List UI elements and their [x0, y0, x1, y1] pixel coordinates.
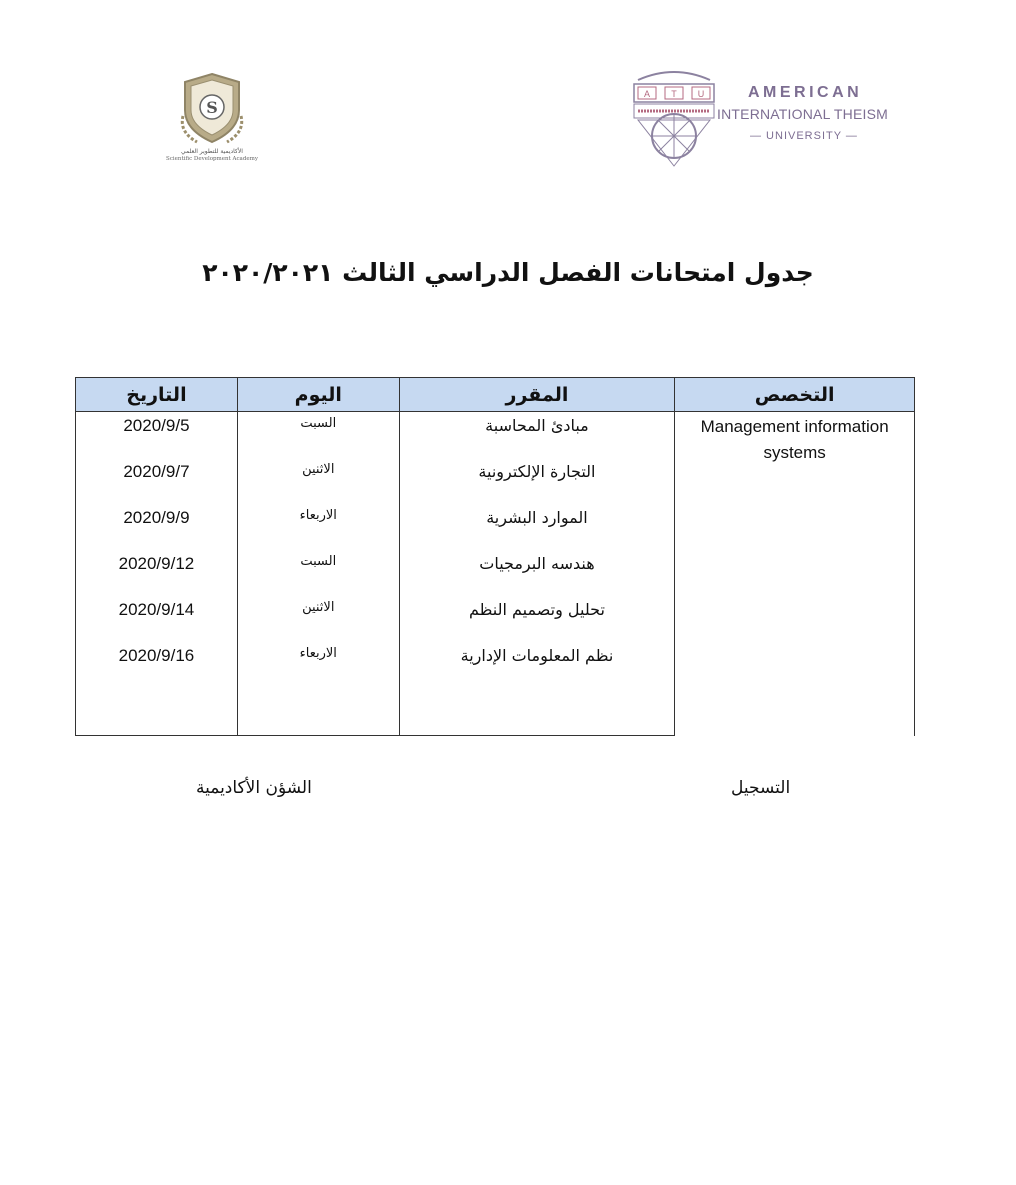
- course-cell-empty: [399, 688, 675, 736]
- university-name-line2: INTERNATIONAL THEISM: [717, 106, 888, 122]
- academic-affairs-signature-label: الشؤن الأكاديمية: [196, 778, 312, 798]
- day-cell: الاربعاء: [237, 642, 399, 688]
- course-cell: التجارة الإلكترونية: [399, 458, 675, 504]
- course-cell: مبادئ المحاسبة: [399, 412, 675, 459]
- header-course: المقرر: [399, 378, 675, 412]
- day-cell: الاثنين: [237, 596, 399, 642]
- svg-text:A: A: [643, 89, 651, 99]
- svg-text:T: T: [671, 89, 677, 99]
- university-name-line3: — UNIVERSITY —: [750, 130, 858, 142]
- date-cell: 2020/9/7: [76, 458, 238, 504]
- svg-text:S: S: [206, 98, 218, 117]
- university-logo: [628, 66, 898, 170]
- course-cell: تحليل وتصميم النظم: [399, 596, 675, 642]
- date-cell: 2020/9/5: [76, 412, 238, 459]
- page-title: جدول امتحانات الفصل الدراسي الثالث ٢٠٢٠/٢٠٢١: [202, 258, 814, 287]
- header-date: التاريخ: [76, 378, 238, 412]
- table-row: [76, 412, 915, 459]
- header-specialization: التخصص: [675, 378, 915, 412]
- svg-text:U: U: [697, 89, 705, 99]
- academy-seal-icon: [177, 70, 247, 148]
- exam-schedule-table: [75, 377, 915, 736]
- registration-signature-label: التسجيل: [731, 778, 791, 798]
- header-day: اليوم: [237, 378, 399, 412]
- day-cell-empty: [237, 688, 399, 736]
- day-cell: السبت: [237, 412, 399, 459]
- date-cell: 2020/9/14: [76, 596, 238, 642]
- table-header-row: [76, 378, 915, 412]
- date-cell: 2020/9/12: [76, 550, 238, 596]
- day-cell: الاثنين: [237, 458, 399, 504]
- university-name-line1: AMERICAN: [748, 84, 863, 101]
- academy-logo: [160, 70, 264, 174]
- academy-arabic-name: الأكاديمية للتطوير العلمي: [181, 148, 243, 155]
- course-cell: نظم المعلومات الإدارية: [399, 642, 675, 688]
- date-cell-empty: [76, 688, 238, 736]
- course-cell: هندسه البرمجيات: [399, 550, 675, 596]
- academy-english-name: Scientific Development Academy: [166, 156, 258, 162]
- date-cell: 2020/9/16: [76, 642, 238, 688]
- specialization-cell: Management information systems: [675, 412, 915, 736]
- day-cell: الاربعاء: [237, 504, 399, 550]
- date-cell: 2020/9/9: [76, 504, 238, 550]
- university-emblem-icon: [628, 66, 720, 170]
- course-cell: الموارد البشرية: [399, 504, 675, 550]
- day-cell: السبت: [237, 550, 399, 596]
